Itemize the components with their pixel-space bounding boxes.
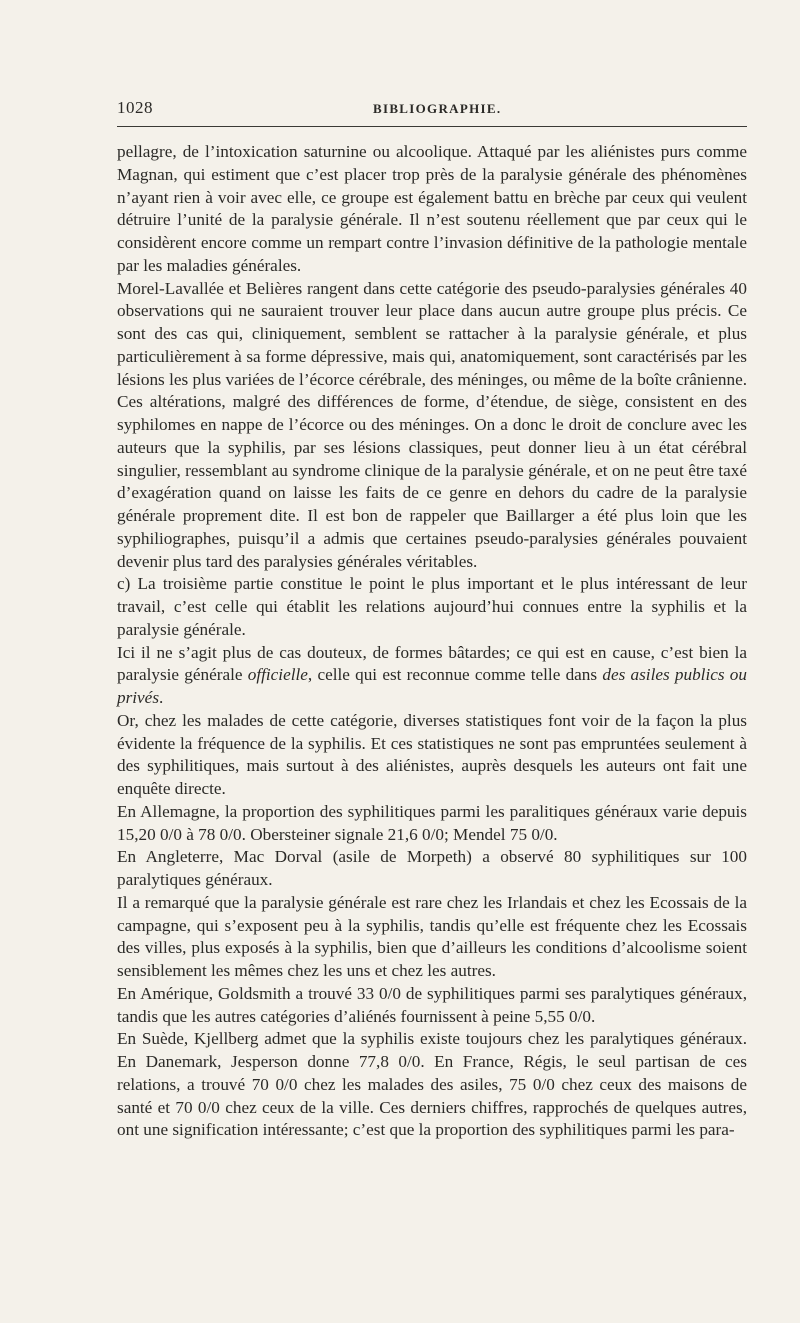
- page-number: 1028: [117, 98, 153, 117]
- paragraph: Morel-Lavallée et Belières rangent dans cette catégorie des pseudo-paralysies générales 40 observations qui ne sauraient trouver leur place dans aucun autre groupe plus précis. Ce sont des cas qui, cliniquement, semblent se rattacher à la paralysie générale, et plus particulièrement à sa forme dépressive, mais qui, anatomiquement, sont caractérisés par les lésions les plus variées de l’écorce cérébrale, des méninges, ou même de la boîte crânienne. Ces altérations, malgré des différences de forme, d’étendue, de siège, consistent en des syphilomes en nappe de l’écorce ou des méninges. On a donc le droit de conclure avec les auteurs que la syphilis, par ses lésions classiques, peut donner lieu à un état cérébral singulier, ressemblant au syndrome clinique de la paralysie générale, et on ne peut être taxé d’exagération quand on laisse les faits de ce genre en dehors du cadre de la paralysie générale proprement dite. Il est bon de rappeler que Baillarger a été plus loin que les syphiliographes, puisqu’il a admis que certaines pseudo-paralysies générales pouvaient devenir plus tard des paralysies générales véritables.: [117, 278, 747, 571]
- text-run: , celle qui est reconnue comme telle dans: [307, 665, 603, 685]
- paragraph: Il a remarqué que la paralysie générale est rare chez les Irlandais et chez les Ecossais de la campagne, qui s’exposent peu à la syphilis, tandis qu’elle est fréquente chez les Ecossais des villes, plus exposés à la syphilis, bien que d’ailleurs les conditions d’alcoolisme soient sensiblement les mêmes chez les uns et chez les autres.: [117, 892, 747, 980]
- paragraph-officielle: [117, 642, 747, 710]
- paragraph: pellagre, de l’intoxication saturnine ou alcoolique. Attaqué par les aliénistes purs comme Magnan, qui estiment que c’est placer trop près de la paralysie générale des phénomènes n’ayant rien à voir avec elle, ce groupe est également battu en brèche par ceux qui veulent détruire l’unité de la paralysie générale. Il n’est soutenu réellement que par ceux qui le considèrent encore comme un rempart contre l’invasion définitive de la pathologie mentale par les maladies générales.: [117, 142, 747, 275]
- paragraph: En Amérique, Goldsmith a trouvé 33 0/0 de syphilitiques parmi ses paralytiques généraux, tandis que les autres catégories d’aliénés fournissent à peine 5,55 0/0.: [117, 983, 747, 1026]
- running-title: BIBLIOGRAPHIE.: [373, 101, 502, 116]
- body-text: [117, 141, 747, 1142]
- paragraph: Or, chez les malades de cette catégorie, diverses statistiques font voir de la façon la plus évidente la fréquence de la syphilis. Et ces statistiques ne sont pas empruntées seulement à des syphilitiques, mais surtout à des aliénistes, auprès desquels les auteurs ont fait une enquête directe.: [117, 710, 747, 798]
- header-rule: [117, 126, 747, 127]
- italic-officielle: officielle: [247, 665, 308, 685]
- italic-asiles: des asiles publics ou privés: [117, 665, 747, 707]
- page-header: [117, 98, 747, 124]
- text-run: .: [159, 688, 164, 707]
- book-page: [117, 98, 747, 1142]
- text-run: Ici il ne s’agit plus de cas douteux, de formes bâtardes; ce qui est en cause, c’est bien la paralysie générale: [117, 642, 747, 685]
- paragraph: En Allemagne, la proportion des syphilitiques parmi les paralitiques généraux varie depuis 15,20 0/0 à 78 0/0. Obersteiner signale 21,6 0/0; Mendel 75 0/0.: [117, 801, 747, 844]
- paragraph: En Angleterre, Mac Dorval (asile de Morpeth) a observé 80 syphilitiques sur 100 paralytiques généraux.: [117, 847, 747, 889]
- paragraph: En Suède, Kjellberg admet que la syphilis existe toujours chez les paralytiques généraux. En Danemark, Jesperson donne 77,8 0/0. En France, Régis, le seul partisan de ces relations, a trouvé 70 0/0 chez les malades des asiles, 75 0/0 chez ceux des maisons de santé et 70 0/0 chez ceux de la ville. Ces derniers chiffres, rapprochés de quelques autres, ont une signification intéressante; c’est que la proportion des syphilitiques parmi les para-: [117, 1029, 747, 1140]
- paragraph: c) La troisième partie constitue le point le plus important et le plus intéressant de leur travail, c’est celle qui établit les relations aujourd’hui connues entre la syphilis et la paralysie générale.: [117, 574, 747, 639]
